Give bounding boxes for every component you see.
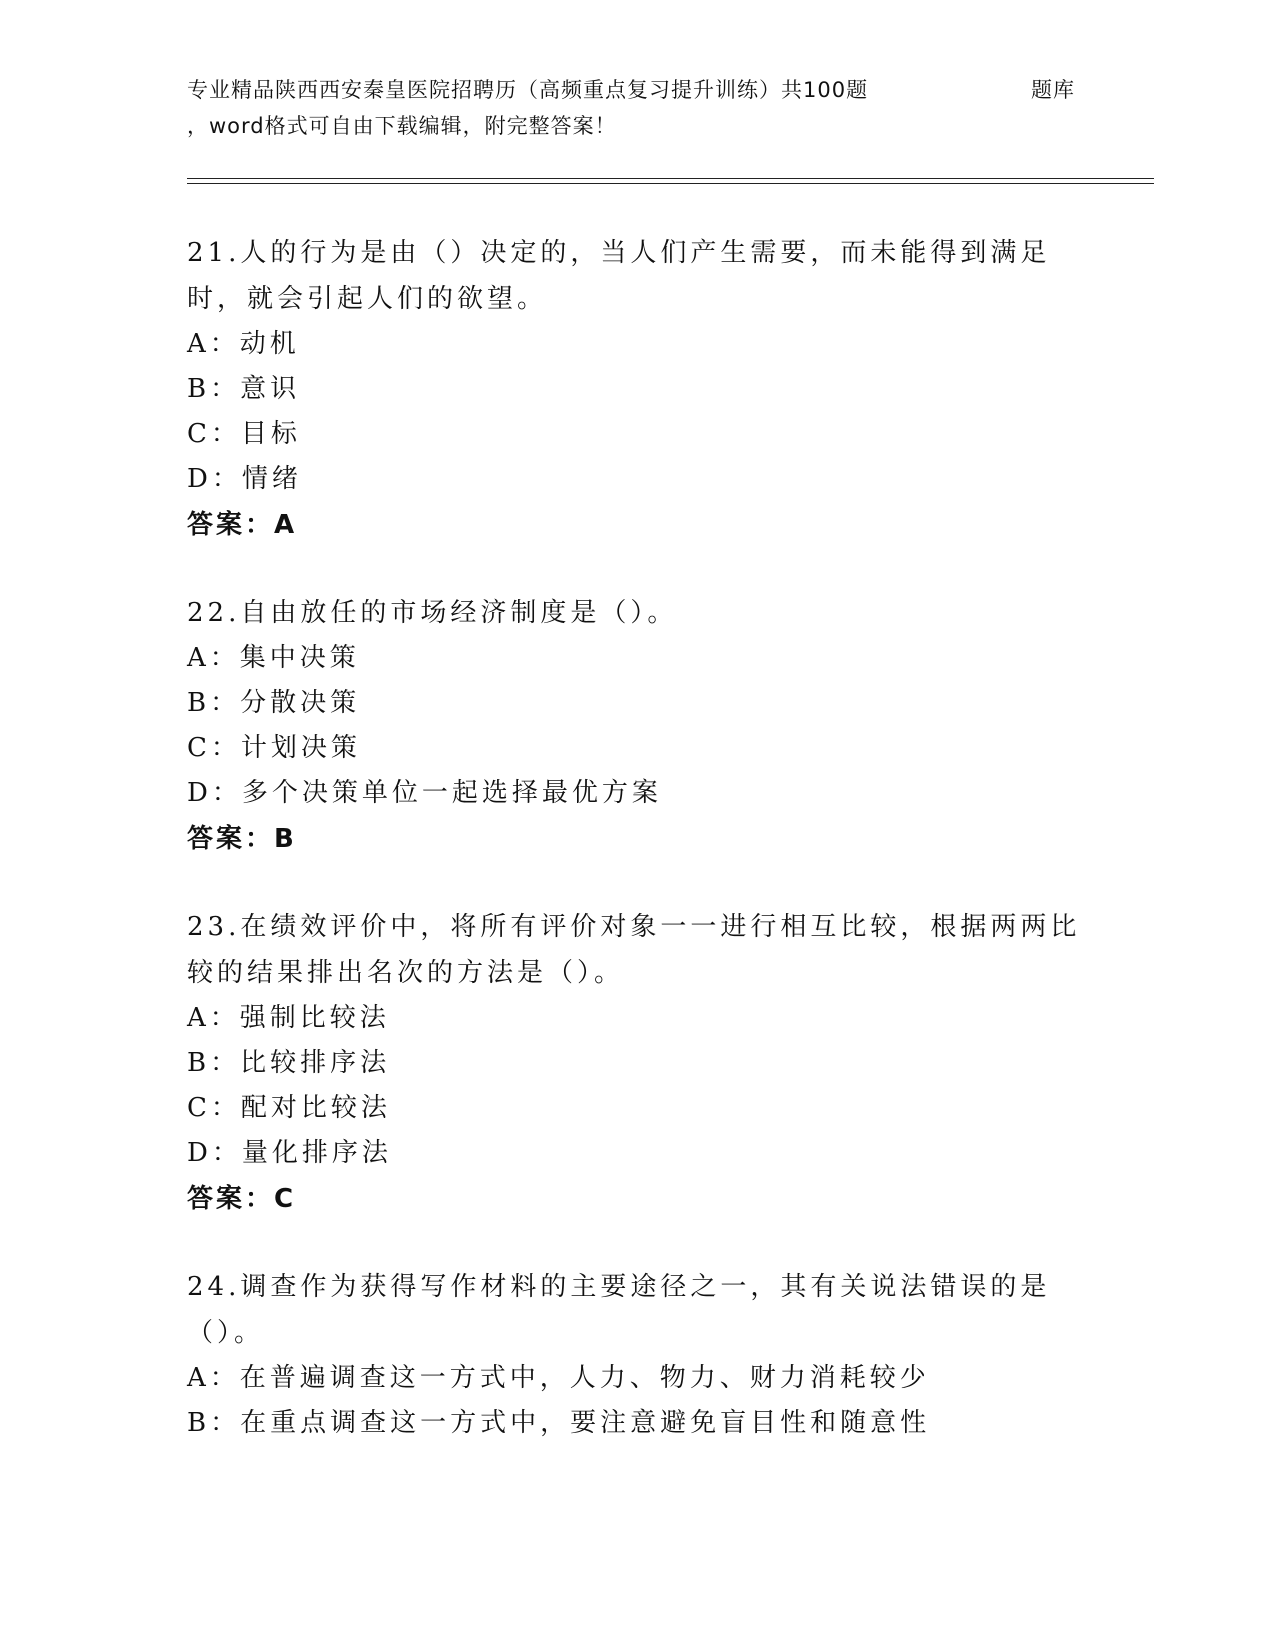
option-b: B：在重点调查这一方式中，要注意避免盲目性和随意性	[187, 1408, 931, 1438]
document-tag: 题库	[1031, 78, 1075, 102]
option-c: C：计划决策	[187, 733, 361, 763]
option-c: C：目标	[187, 419, 301, 449]
document-subtitle: ，word格式可自由下载编辑，附完整答案！	[187, 114, 617, 138]
answer-line: 答案：B	[187, 824, 297, 854]
question-stem: 22.自由放任的市场经济制度是（）。	[187, 598, 678, 628]
header-divider-top	[187, 178, 1154, 179]
question-24	[187, 1264, 1107, 1446]
option-a: A：动机	[187, 329, 300, 359]
document-title: 专业精品陕西西安秦皇医院招聘历（高频重点复习提升训练）共100题	[187, 78, 869, 102]
page-header	[187, 72, 1087, 142]
option-d: D：情绪	[187, 464, 302, 494]
option-a: A：集中决策	[187, 643, 360, 673]
option-b: B：比较排序法	[187, 1048, 391, 1078]
question-list	[187, 230, 1107, 1488]
answer-line: 答案：A	[187, 510, 298, 540]
option-d: D：量化排序法	[187, 1138, 392, 1168]
option-b: B：分散决策	[187, 688, 361, 718]
question-stem: 24.调查作为获得写作材料的主要途径之一，其有关说法错误的是（）。	[187, 1272, 1051, 1348]
option-a: A：强制比较法	[187, 1003, 390, 1033]
question-21	[187, 230, 1107, 548]
option-b: B：意识	[187, 374, 301, 404]
question-stem: 23.在绩效评价中，将所有评价对象一一进行相互比较，根据两两比较的结果排出名次的方法是（）。	[187, 912, 1081, 988]
option-d: D：多个决策单位一起选择最优方案	[187, 778, 662, 808]
option-a: A：在普遍调查这一方式中，人力、物力、财力消耗较少	[187, 1363, 930, 1393]
header-divider-bottom	[187, 183, 1154, 184]
question-23	[187, 904, 1107, 1222]
option-c: C：配对比较法	[187, 1093, 391, 1123]
question-22	[187, 590, 1107, 862]
answer-line: 答案：C	[187, 1184, 297, 1214]
question-stem: 21.人的行为是由（）决定的，当人们产生需要，而未能得到满足时，就会引起人们的欲望。	[187, 238, 1051, 314]
